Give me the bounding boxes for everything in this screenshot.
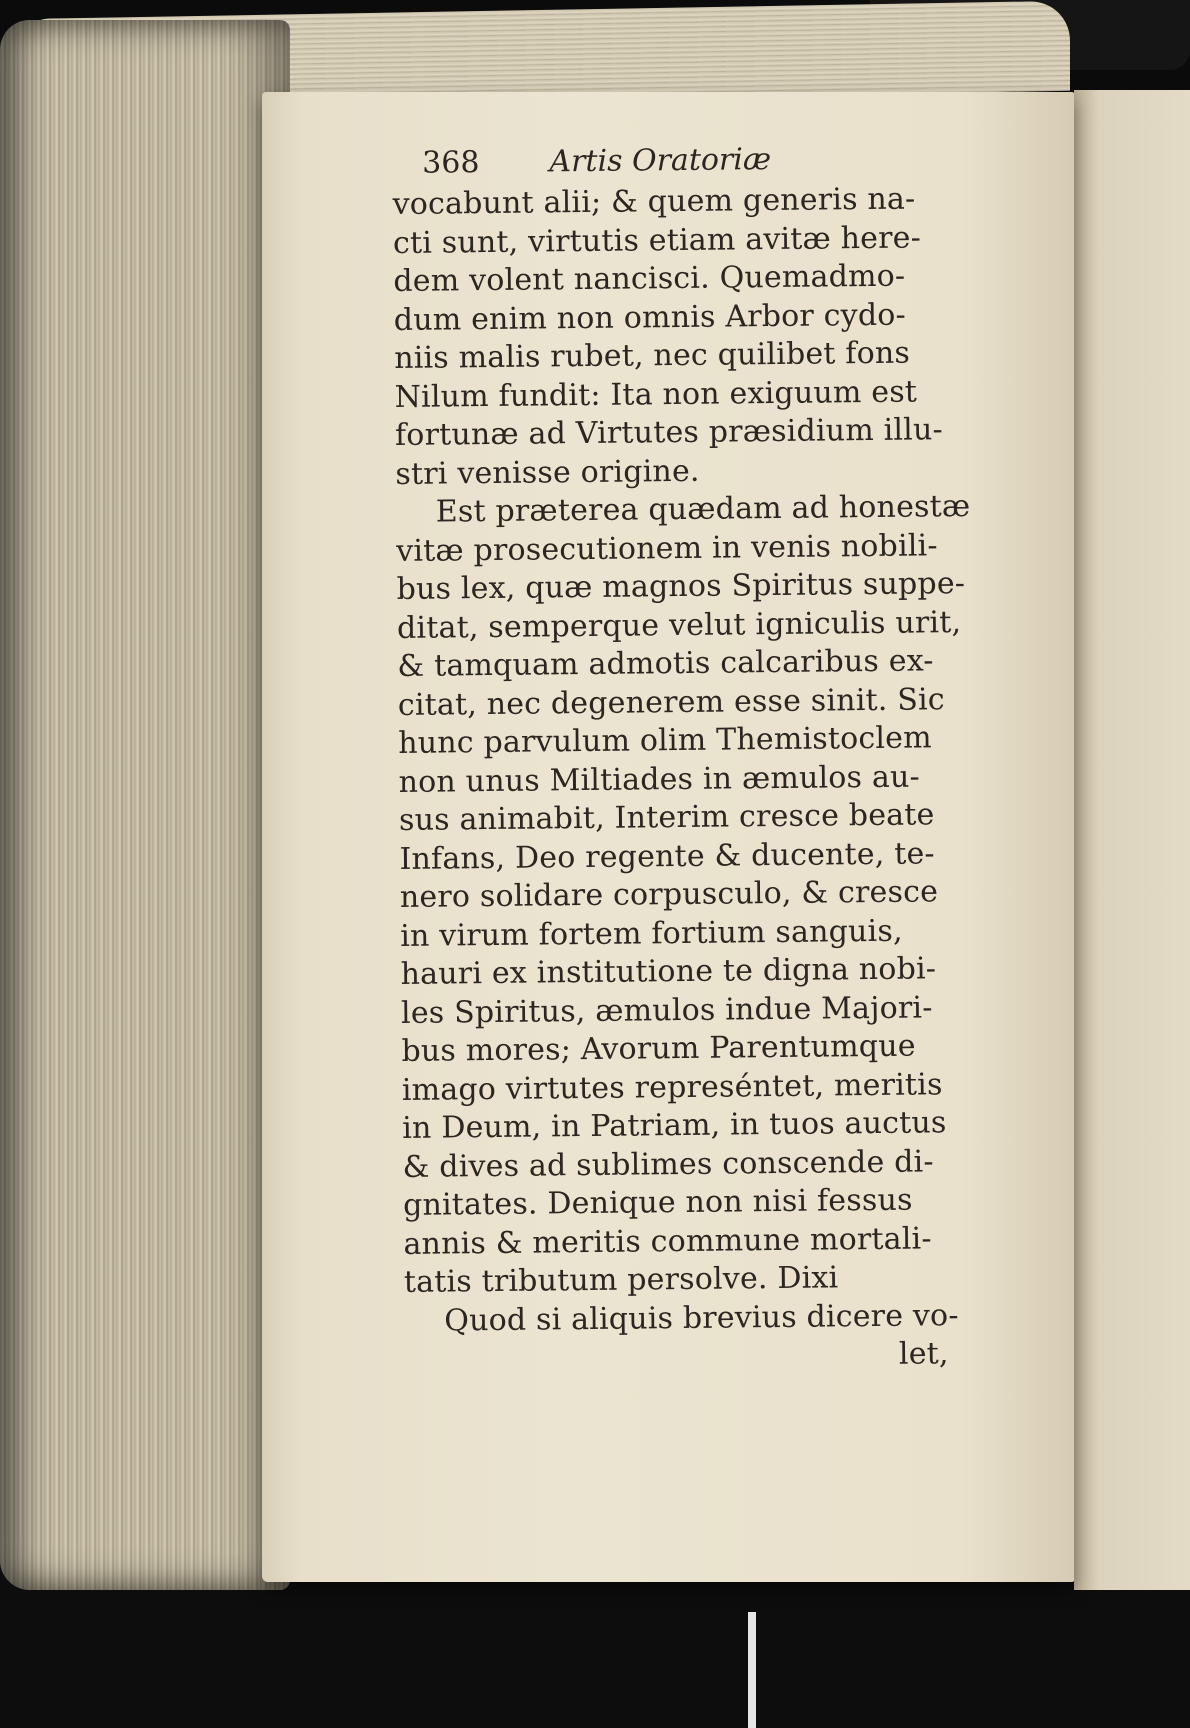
text-line: les Spiritus, æmulos indue Majori-: [400, 989, 933, 1031]
text-line: dum enim non omnis Arbor cydo-: [393, 297, 907, 338]
text-line: Infans, Deo regente & ducente, te-: [399, 835, 935, 877]
page-stack-fore-edge: [0, 20, 290, 1590]
facing-page: [1074, 90, 1190, 1590]
text-line: citat, nec degenerem esse sinit. Sic: [397, 681, 945, 723]
text-line: & dives ad sublimes conscende di-: [402, 1143, 934, 1185]
page-number: 368: [421, 145, 480, 181]
text-line: bus lex, quæ magnos Spiritus suppe-: [396, 566, 966, 607]
text-line: Nilum fundit: Ita non exiguum est: [394, 374, 918, 415]
text-line: hunc parvulum olim Themistoclem: [398, 720, 932, 761]
text-line: & tamquam admotis calcaribus ex-: [397, 643, 934, 684]
text-line: ditat, semperque velut igniculis urit,: [396, 604, 962, 646]
text-line: gnitates. Denique non nisi fessus: [402, 1182, 913, 1223]
text-line: fortunæ ad Virtutes præsidium illu-: [394, 412, 944, 453]
text-line: vocabunt alii; & quem generis na-: [392, 181, 916, 222]
catchword-line: let,: [898, 1336, 949, 1372]
text-line: dem volent nancisci. Quemadmo-: [393, 258, 906, 299]
text-line: bus mores; Avorum Parentumque: [401, 1028, 916, 1069]
text-line: nero solidare corpusculo, & cresce: [399, 874, 939, 915]
text-line: in Deum, in Patriam, in tuos auctus: [402, 1105, 947, 1146]
text-line: annis & meritis commune mortali-: [403, 1220, 932, 1262]
page-text: [392, 140, 971, 1379]
running-head: Artis Oratoriæ: [549, 142, 772, 180]
text-line: imago virtutes represéntet, meritis: [401, 1066, 943, 1108]
page-header: [392, 140, 952, 186]
text-line: vitæ prosecutionem in venis nobili-: [396, 527, 938, 569]
text-line: hauri ex institutione te digna nobi-: [400, 951, 937, 992]
text-line: niis malis rubet, nec quilibet fons: [394, 335, 911, 376]
paragraph-start-line: Quod si aliquis brevius dicere vo-: [444, 1297, 959, 1339]
bookmark-ribbon: [748, 1612, 756, 1728]
text-line: non unus Miltiades in æmulos au-: [398, 759, 921, 800]
text-line: in virum fortem fortium sanguis,: [400, 913, 903, 954]
text-line: cti sunt, virtutis etiam avitæ here-: [392, 219, 922, 261]
paragraph-start-line: Est præterea quædam ad honestæ: [435, 488, 971, 530]
text-line: tatis tributum persolve. Dixi: [403, 1260, 839, 1300]
text-line: sus animabit, Interim cresce beate: [398, 797, 935, 838]
text-line: stri venisse origine.: [395, 453, 700, 492]
